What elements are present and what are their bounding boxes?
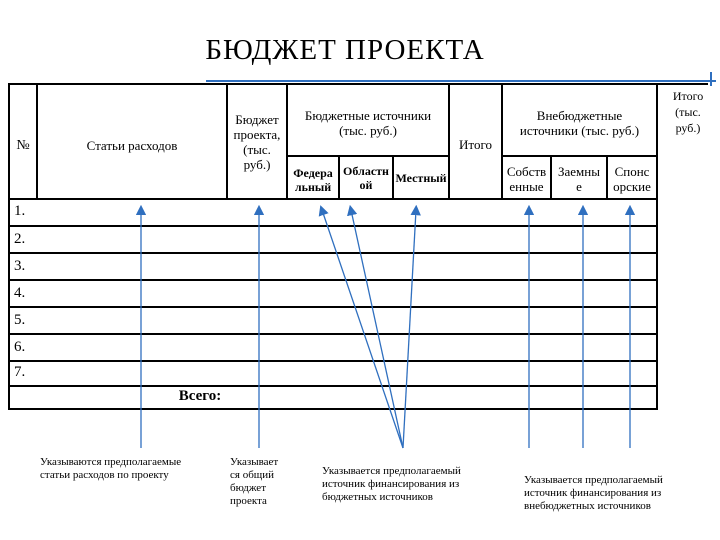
row-label: 7. (14, 364, 26, 380)
note-line: бюджетных источников (322, 491, 433, 503)
header-sponsor-line: орские (613, 179, 651, 194)
note-line: статьи расходов по проекту (40, 469, 169, 481)
header-loan-line: е (576, 179, 582, 194)
note-expense-items (40, 456, 210, 482)
header-expense-items: Статьи расходов (86, 138, 178, 153)
header-grand-total-line: (тыс. (675, 105, 701, 119)
header-budget-sources-line: (тыс. руб.) (339, 123, 397, 138)
header-own-line: енные (509, 179, 544, 194)
header-federal-line: льный (294, 180, 332, 194)
header-budget-line: руб.) (243, 157, 271, 172)
note-line: проекта (230, 495, 267, 507)
note-line: источник финансирования из (524, 487, 662, 499)
total-label: Всего: (178, 388, 222, 404)
header-budget-sources-line: Бюджетные источники (304, 108, 432, 123)
header-sources-total: Итого (459, 137, 492, 152)
arrow-federal (322, 210, 403, 448)
header-budget-line: Бюджет (235, 112, 279, 127)
row-label: 2. (14, 231, 26, 247)
header-grand-total-line: Итого (672, 89, 704, 103)
note-budget-sources (322, 465, 486, 504)
header-regional-line: ой (359, 178, 373, 192)
note-project-budget (230, 456, 290, 508)
header-grand-total-line: руб.) (675, 121, 701, 135)
row-label: 1. (14, 203, 26, 219)
header-budget-line: проекта, (233, 127, 281, 142)
page-title: БЮДЖЕТ ПРОЕКТА (205, 34, 485, 66)
row-label: 4. (14, 285, 26, 301)
note-line: Указывается предполагаемый (524, 474, 663, 486)
row-label: 6. (14, 339, 26, 355)
note-line: Указываются предполагаемые (40, 456, 182, 468)
note-line: Указывается предполагаемый (322, 465, 461, 477)
header-local: Местный (395, 171, 447, 185)
header-sponsor-line: Спонс (614, 164, 650, 179)
row-label: 5. (14, 312, 26, 328)
note-line: бюджет (230, 482, 266, 494)
note-line: внебюджетных источников (524, 500, 651, 512)
note-line: источник финансирования из (322, 478, 460, 490)
note-extra-budget-sources (524, 474, 688, 513)
arrow-local (403, 210, 416, 448)
row-label: 3. (14, 258, 26, 274)
note-line: ся общий (230, 469, 275, 481)
header-loan-line: Заемны (558, 164, 600, 179)
header-own-line: Собств (506, 164, 547, 179)
header-extra-sources-line: источники (тыс. руб.) (519, 123, 640, 138)
header-number: № (16, 138, 30, 153)
header-budget-line: (тыс. (243, 142, 271, 157)
note-line: Указывает (230, 456, 279, 468)
arrow-regional (351, 210, 403, 448)
header-federal-line: Федера (293, 166, 333, 180)
header-extra-sources-line: Внебюджетные (536, 108, 623, 123)
header-regional-line: Областн (343, 164, 389, 178)
